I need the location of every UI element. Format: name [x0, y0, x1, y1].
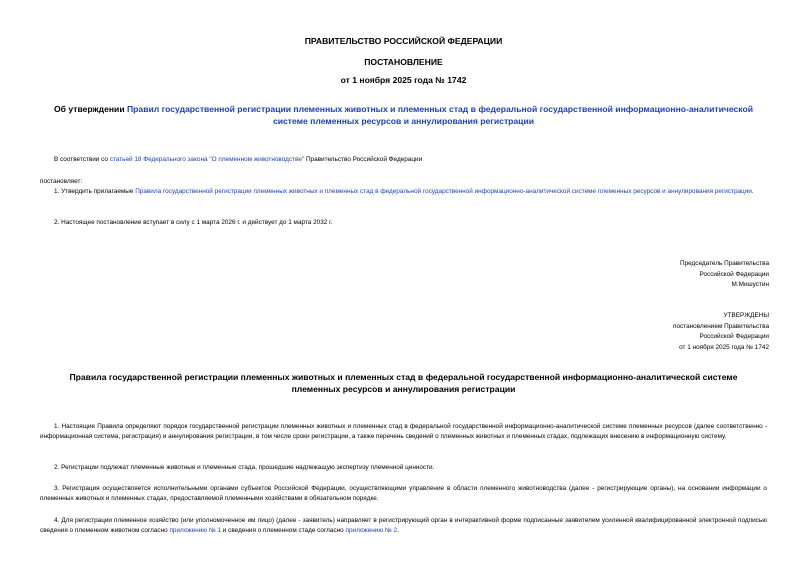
approval-line-2: постановлением Правительства: [673, 322, 769, 330]
signature-org: Российской Федерации: [699, 270, 769, 278]
decree-item-1: [40, 187, 767, 197]
document-subject: [40, 104, 767, 127]
preamble: [40, 155, 767, 165]
rules-paragraph-3: 3. Регистрация осуществляется исполнительными органами субъектов Российской Федерации, осуществляющими управление в области племенного животноводства (далее - регистрирующие органы), на основании информации о племенных животных и племенных стадах, предоставляемой племенными хозяйствами в обязательном порядке.: [40, 485, 767, 502]
p4-middle: и сведения о племенном стаде согласно: [221, 527, 346, 534]
signature-block: [680, 259, 769, 291]
preamble-before: В соответствии со: [54, 156, 110, 163]
signature-name: М.Мишустин: [731, 281, 769, 289]
signature-position: Председатель Правительства: [680, 260, 769, 267]
approval-line-3: Российской Федерации: [699, 333, 769, 341]
document-type: ПОСТАНОВЛЕНИЕ: [364, 57, 443, 67]
decree-item-2: 2. Настоящее постановление вступает в силу с 1 марта 2026 г. и действует до 1 марта 2032 г.: [54, 219, 333, 226]
decree-word: постановляет:: [40, 178, 83, 185]
approval-stamp: [673, 311, 769, 354]
rules-title: Правила государственной регистрации племенных животных и племенных стад в федеральной государственной информационно-аналитической системе племенных ресурсов и аннулирования регистрации: [69, 372, 738, 394]
approval-title: УТВЕРЖДЕНЫ: [723, 312, 769, 319]
item1-before: 1. Утвердить прилагаемые: [54, 188, 136, 195]
item1-after: .: [751, 188, 754, 195]
government-heading: ПРАВИТЕЛЬСТВО РОССИЙСКОЙ ФЕДЕРАЦИИ: [304, 36, 503, 46]
federal-law-link[interactable]: статьей 18 Федерального закона "О племенном животноводстве": [109, 156, 305, 163]
rules-paragraph-1: 1. Настоящие Правила определяют порядок государственной регистрации племенных животных и племенных стад в федеральной государственной информационно-аналитической системе племенных ресурсов (далее соответственно - информационная система, регистрация) и аннулирования регистрации, в том числе сроки регистрации, а также перечень сведений о племенных животных и племенных стадах, подлежащих внесению в информационную систему.: [40, 423, 767, 440]
p4-before: 4. Для регистрации племенное хозяйство (или уполномоченное им лицо) (далее - заявитель) направляет в регистрирующий орган в интерактивной форме подписанные заявителем усиленной квалифицированной электронной подписью сведения о племенном животном согласно: [40, 517, 767, 534]
document-date-number: от 1 ноября 2025 года № 1742: [340, 75, 467, 85]
approval-line-4: от 1 ноября 2025 года № 1742: [679, 344, 769, 352]
preamble-after: Правительство Российской Федерации: [304, 156, 423, 163]
rules-paragraph-2: 2. Регистрации подлежат племенные животные и племенные стада, прошедшие надлежащую экспертизу племенной ценности.: [54, 464, 435, 471]
rules-link[interactable]: Правил государственной регистрации племенных животных и племенных стад в федеральной государственной информационно-аналитической системе племенных ресурсов и аннулирования регистрации: [127, 104, 754, 126]
appendix-1-link[interactable]: приложению № 1: [169, 527, 222, 534]
appendix-2-link[interactable]: приложению № 2: [345, 527, 398, 534]
subject-prefix: Об утверждении: [53, 104, 127, 114]
approved-rules-link[interactable]: Правила государственной регистрации племенных животных и племенных стад в федеральной государственной информационно-аналитической системе племенных ресурсов и аннулирования регистрации: [135, 188, 752, 195]
rules-paragraph-4: [40, 516, 767, 536]
p4-after: .: [397, 527, 399, 534]
